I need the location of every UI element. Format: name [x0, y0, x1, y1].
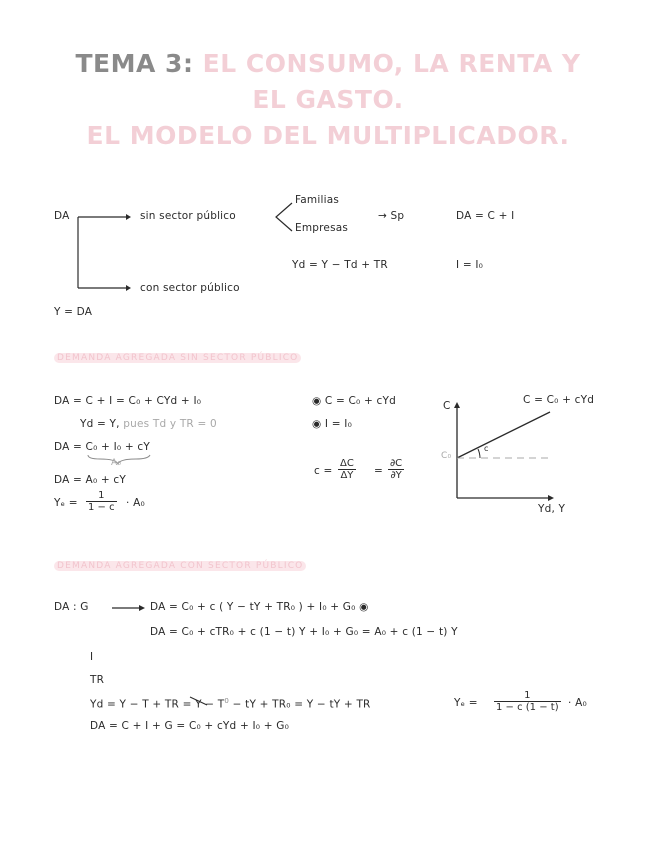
- s1-consumption-eq: C = C₀ + cYd: [324, 395, 396, 407]
- title-line-2: EL GASTO.: [252, 85, 404, 114]
- s2-eq-da-text: DA = C₀ + c ( Y − tY + TR₀ ) + I₀ + G₀: [150, 601, 356, 613]
- without-public-sector-label: sin sector público: [140, 210, 236, 222]
- graph-line-label: C = C₀ + cYd: [523, 394, 595, 406]
- y-equals-da: Y = DA: [54, 306, 93, 318]
- brace-families-companies: [276, 203, 292, 231]
- graph-x-label: Yd, Y: [538, 503, 566, 515]
- companies-label: Empresas: [295, 222, 349, 234]
- section-heading-2: DEMANDA AGREGADA CON SECTOR PÚBLICO: [54, 561, 306, 571]
- graph-intercept-label: C₀: [441, 451, 452, 461]
- s1-investment-eq: I = I₀: [324, 418, 352, 430]
- s1-pmc-den-2: ∂Y: [390, 470, 402, 481]
- s1-pmc-equals: =: [374, 465, 383, 477]
- bullet-dot-2: ◉: [312, 418, 322, 430]
- g-arrow-head: [139, 605, 145, 611]
- s2-multiplier-den: 1 − c (1 − t): [496, 702, 559, 713]
- s2-i-label: I: [90, 651, 94, 663]
- title-text-1: EL CONSUMO, LA RENTA Y: [202, 49, 581, 78]
- s1-pmc-fraction-2: [388, 458, 404, 481]
- s2-eq-da-expanded: DA = C₀ + cTR₀ + c (1 − t) Y + I₀ + G₀ = A₀ + c (1 − t) Y: [150, 626, 458, 638]
- s1-multiplier-den: 1 − c: [88, 502, 115, 513]
- s1-a0-brace-label: A₀: [111, 458, 122, 468]
- title-prefix: TEMA 3:: [75, 49, 194, 78]
- s2-eq-yd-part2: − tY + TR₀ = Y − tY + TR: [232, 698, 371, 711]
- s2-multiplier-num: 1: [494, 690, 561, 702]
- bullet-dot-3: ◉: [359, 601, 369, 613]
- s1-eq-da-expanded: DA = C₀ + I₀ + cY: [54, 441, 150, 453]
- graph-y-label: C: [443, 400, 451, 412]
- s1-eq-da: DA = C + I = C₀ + CYd + I₀: [54, 395, 202, 407]
- tree-arrow-bottom: [126, 285, 131, 291]
- private-sector-label: → Sp: [378, 210, 405, 222]
- s1-multiplier-fraction: [86, 490, 117, 513]
- s2-tr-label: TR: [90, 674, 105, 686]
- s1-pmc-fraction-1: [338, 458, 356, 481]
- slope-angle-arc: [478, 449, 480, 458]
- s1-pmc-num-1: ΔC: [340, 458, 354, 469]
- title-line-3: EL MODELO DEL MULTIPLICADOR.: [86, 121, 570, 150]
- s2-eq-yd-zero: 0: [224, 697, 230, 705]
- s1-pmc-den-1: ΔY: [340, 470, 354, 481]
- s1-eq-ye-lhs: Yₑ =: [54, 497, 78, 509]
- s1-pmc-num-2: ∂C: [390, 458, 403, 469]
- graph-angle-label: c: [484, 444, 489, 453]
- consumption-line: [457, 412, 550, 458]
- s1-eq-ye-rhs: · A₀: [126, 497, 145, 509]
- s1-eq-da-a0: DA = A₀ + cY: [54, 474, 127, 486]
- tree-arrow-top: [126, 214, 131, 220]
- s1-multiplier-num: 1: [86, 490, 117, 502]
- section-heading-1: DEMANDA AGREGADA SIN SECTOR PÚBLICO: [54, 353, 301, 363]
- s1-eq-yd: [80, 418, 217, 430]
- s2-eq-da: [150, 601, 368, 613]
- s2-eq-ye-rhs: · A₀: [568, 697, 587, 709]
- s2-da-g-label: DA : G: [54, 601, 89, 613]
- families-label: Familias: [295, 194, 339, 206]
- s2-eq-yd-part1: Yd = Y − T + TR = Y − T: [90, 698, 225, 711]
- graph-y-arrow: [454, 402, 460, 408]
- s2-eq-da-sum: DA = C + I + G = C₀ + cYd + I₀ + G₀: [90, 720, 290, 732]
- s1-bullet-consumption: [312, 395, 396, 407]
- bullet-dot-1: ◉: [312, 395, 322, 407]
- da-root-label: DA: [54, 210, 70, 222]
- s1-pmc-lhs: c =: [314, 465, 333, 477]
- investment-eq: I = I₀: [456, 259, 484, 271]
- da-equals-c-plus-i: DA = C + I: [456, 210, 515, 222]
- disposable-income-eq: Yd = Y − Td + TR: [292, 259, 388, 271]
- s1-bullet-investment: [312, 418, 352, 430]
- with-public-sector-label: con sector público: [140, 282, 240, 294]
- s2-eq-ye-lhs: Yₑ =: [454, 697, 478, 709]
- graph-x-arrow: [548, 495, 554, 501]
- s2-eq-yd: [90, 697, 371, 711]
- s1-eq-yd-main: Yd = Y,: [80, 418, 120, 430]
- s1-eq-yd-note: pues Td y TR = 0: [123, 418, 217, 430]
- s2-multiplier-fraction: [494, 690, 561, 713]
